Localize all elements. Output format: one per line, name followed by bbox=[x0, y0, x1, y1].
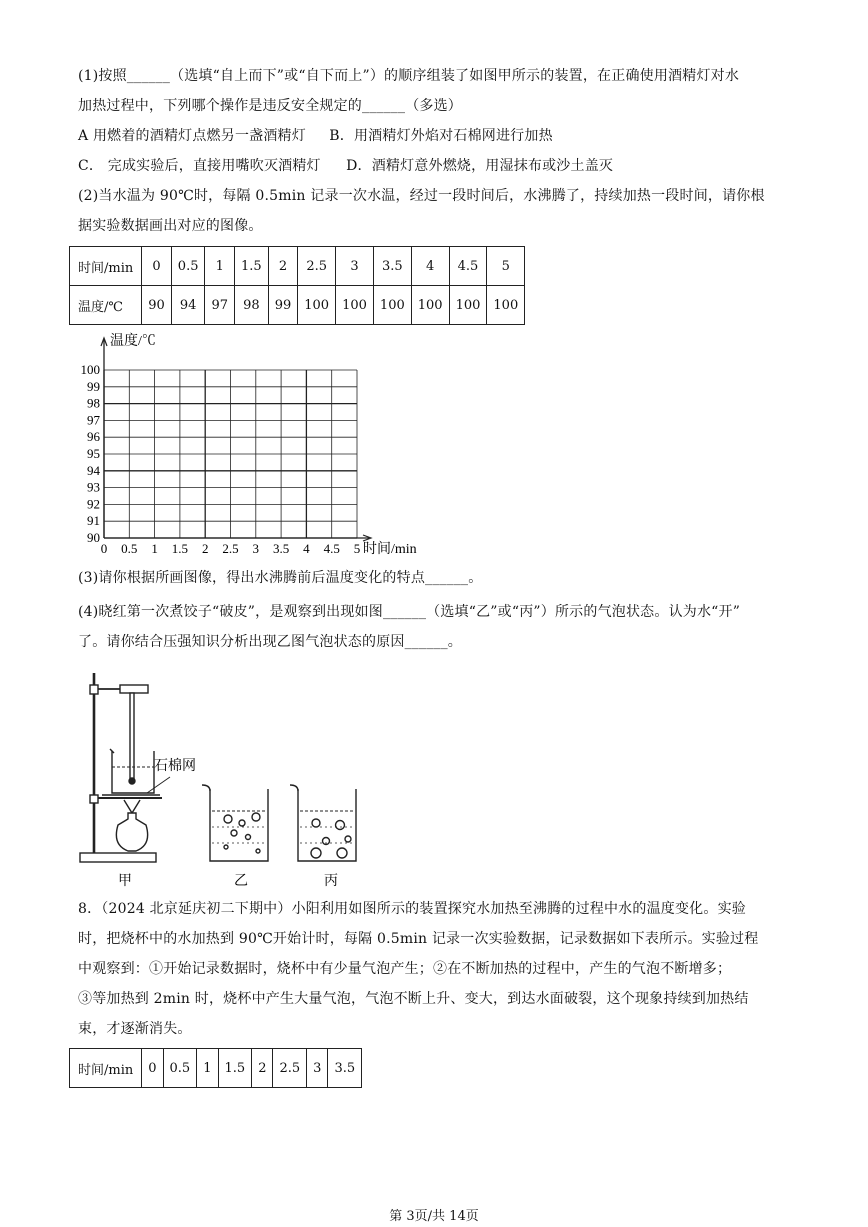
lower-clamp-boss bbox=[90, 795, 98, 803]
x-tick-label: 0.5 bbox=[121, 541, 138, 556]
q8-line1: 8．（2024 北京延庆初二下期中）小阳利用如图所示的装置探究水加热至沸腾的过程中水的温度变化。实验 bbox=[78, 901, 746, 917]
time-value-cell: 0.5 bbox=[163, 1049, 197, 1088]
temperature-value-cell: 100 bbox=[336, 286, 374, 325]
q7-part1-line2: 加热过程中，下列哪个操作是违反安全规定的______（多选） bbox=[78, 98, 462, 114]
q7-part2-line2: 据实验数据画出对应的图像。 bbox=[78, 218, 263, 234]
bing-bubble bbox=[336, 821, 345, 830]
y-axis-label: 温度/℃ bbox=[110, 334, 156, 349]
figure-yi-label: 乙 bbox=[234, 874, 248, 889]
yi-bubble bbox=[231, 830, 237, 836]
alcohol-lamp-flame bbox=[124, 800, 140, 813]
time-value-cell: 1.5 bbox=[218, 1049, 252, 1088]
time-value-cell: 4.5 bbox=[449, 247, 487, 286]
y-tick-label: 90 bbox=[87, 530, 100, 545]
temperature-value-cell: 99 bbox=[268, 286, 298, 325]
temperature-value-cell: 98 bbox=[235, 286, 269, 325]
x-tick-label: 1 bbox=[151, 541, 158, 556]
time-value-cell: 2.5 bbox=[298, 247, 336, 286]
y-tick-label: 94 bbox=[87, 462, 100, 478]
y-tick-label: 100 bbox=[80, 362, 100, 377]
figure-yi-beaker bbox=[202, 785, 268, 861]
q7-part4-line1: (4)晓红第一次煮饺子“破皮”，是观察到出现如图______（选填“乙”或“丙”）所示的气泡状态。认为水“开” bbox=[78, 604, 741, 620]
bing-bubble bbox=[311, 848, 321, 858]
yi-bubble bbox=[252, 813, 260, 821]
time-value-cell: 3.5 bbox=[328, 1049, 362, 1088]
temperature-value-cell: 100 bbox=[298, 286, 336, 325]
x-tick-label: 3 bbox=[252, 541, 260, 556]
y-tick-label: 91 bbox=[87, 513, 100, 529]
x-tick-label: 3.5 bbox=[272, 541, 290, 556]
apparatus-figures bbox=[72, 655, 392, 895]
y-tick-label: 98 bbox=[87, 395, 100, 411]
temperature-value-cell: 100 bbox=[411, 286, 449, 325]
q8-line2: 时，把烧杯中的水加热到 90℃开始计时，每隔 0.5min 记录一次实验数据，记录数据如下表所示。实验过程 bbox=[78, 931, 759, 947]
x-tick-label: 2.5 bbox=[222, 541, 239, 556]
yi-bubble bbox=[224, 815, 232, 823]
time-value-cell: 0 bbox=[142, 1049, 163, 1088]
bing-beaker-outline bbox=[298, 789, 356, 861]
bing-bubble bbox=[337, 848, 347, 858]
table-row-time bbox=[70, 1049, 362, 1088]
temperature-value-cell: 100 bbox=[449, 286, 487, 325]
chart-tick-labels bbox=[81, 362, 361, 556]
q8-line4: ③等加热到 2min 时，烧杯中产生大量气泡，气泡不断上升、变大，到达水面破裂，这个现象持续到加热结 bbox=[78, 991, 749, 1007]
temperature-header-cell: 温度/℃ bbox=[70, 286, 142, 325]
x-tick-label: 4 bbox=[303, 541, 310, 556]
x-tick-label: 5 bbox=[353, 541, 361, 556]
y-tick-label: 99 bbox=[87, 378, 100, 394]
x-tick-label: 4.5 bbox=[323, 541, 340, 556]
bing-bubble bbox=[345, 836, 351, 842]
temperature-value-cell: 90 bbox=[142, 286, 172, 325]
stand-base bbox=[80, 853, 156, 862]
option-d: D．酒精灯意外燃烧，用湿抹布或沙土盖灭 bbox=[346, 158, 614, 174]
q7-part2-line1: (2)当水温为 90℃时，每隔 0.5min 记录一次水温，经过一段时间后，水沸腾了，持续加热一段时间，请你根 bbox=[78, 188, 765, 204]
time-value-cell: 3 bbox=[336, 247, 374, 286]
thermometer-bulb bbox=[129, 778, 135, 784]
option-a: A 用燃着的酒精灯点燃另一盏酒精灯 bbox=[78, 128, 306, 144]
temperature-value-cell: 94 bbox=[171, 286, 205, 325]
y-tick-label: 92 bbox=[87, 496, 100, 512]
table-row-time bbox=[70, 247, 525, 286]
q7-part1-line1: (1)按照______（选填“自上而下”或“自下而上”）的顺序组装了如图甲所示的装置，在正确使用酒精灯对水 bbox=[78, 68, 740, 84]
chart-grid bbox=[101, 338, 371, 541]
time-value-cell: 1 bbox=[197, 1049, 218, 1088]
temperature-value-cell: 100 bbox=[373, 286, 411, 325]
time-value-cell: 4 bbox=[411, 247, 449, 286]
bing-bubble bbox=[323, 838, 330, 845]
y-tick-label: 96 bbox=[87, 429, 100, 445]
asbestos-gauze-label: 石棉网 bbox=[154, 759, 196, 774]
x-tick-label: 1.5 bbox=[171, 541, 189, 556]
time-value-cell: 2.5 bbox=[273, 1049, 307, 1088]
yi-beaker-lip bbox=[202, 785, 210, 791]
time-value-cell: 1 bbox=[205, 247, 235, 286]
yi-bubble bbox=[246, 835, 251, 840]
temperature-value-cell: 97 bbox=[205, 286, 235, 325]
option-b: B．用酒精灯外焰对石棉网进行加热 bbox=[329, 128, 553, 144]
time-value-cell: 0.5 bbox=[171, 247, 205, 286]
time-value-cell: 1.5 bbox=[235, 247, 269, 286]
time-value-cell: 2 bbox=[252, 1049, 273, 1088]
thermometer bbox=[130, 693, 134, 779]
q7-data-table bbox=[69, 246, 525, 325]
figure-bing-beaker bbox=[290, 785, 356, 861]
time-value-cell: 5 bbox=[487, 247, 525, 286]
yi-bubble bbox=[256, 849, 260, 853]
time-value-cell: 0 bbox=[142, 247, 172, 286]
q8-line5: 束，才逐渐消失。 bbox=[78, 1021, 192, 1037]
upper-clamp-boss bbox=[90, 685, 98, 694]
alcohol-lamp bbox=[116, 813, 147, 851]
temperature-value-cell: 100 bbox=[487, 286, 525, 325]
time-header-cell: 时间/min bbox=[70, 247, 142, 286]
figure-jia-label: 甲 bbox=[118, 874, 132, 889]
x-tick-label: 2 bbox=[201, 541, 209, 556]
bing-bubble bbox=[312, 819, 320, 827]
time-value-cell: 3.5 bbox=[373, 247, 411, 286]
figure-bing-label: 丙 bbox=[324, 874, 338, 889]
time-value-cell: 3 bbox=[307, 1049, 328, 1088]
q7-options-cd bbox=[78, 156, 613, 176]
y-tick-label: 97 bbox=[87, 412, 100, 428]
bing-beaker-lip bbox=[290, 785, 298, 791]
q7-part3: (3)请你根据所画图像，得出水沸腾前后温度变化的特点______。 bbox=[78, 570, 483, 586]
x-tick-label: 0 bbox=[100, 541, 108, 556]
option-c: C． 完成实验后，直接用嘴吹灭酒精灯 bbox=[78, 158, 321, 174]
q8-line3: 中观察到：①开始记录数据时，烧杯中有少量气泡产生；②在不断加热的过程中，产生的气泡不断增多； bbox=[78, 961, 732, 977]
table-row-temperature bbox=[70, 286, 525, 325]
temperature-time-grid-chart bbox=[70, 328, 450, 560]
time-value-cell: 2 bbox=[268, 247, 298, 286]
page-footer: 第 3页/共 14页 bbox=[389, 1209, 479, 1224]
yi-bubble bbox=[239, 820, 245, 826]
gauze-leader-line bbox=[147, 777, 170, 793]
thermometer-holder bbox=[120, 685, 148, 693]
q7-part4-line2: 了。请你结合压强知识分析出现乙图气泡状态的原因______。 bbox=[78, 634, 462, 650]
x-axis-label: 时间/min bbox=[363, 542, 417, 557]
q7-options-ab bbox=[78, 126, 553, 146]
q8-data-table bbox=[69, 1048, 362, 1088]
time-header-cell: 时间/min bbox=[70, 1049, 142, 1088]
y-tick-label: 95 bbox=[87, 446, 100, 461]
yi-bubble bbox=[224, 845, 228, 849]
y-tick-label: 93 bbox=[87, 479, 100, 495]
